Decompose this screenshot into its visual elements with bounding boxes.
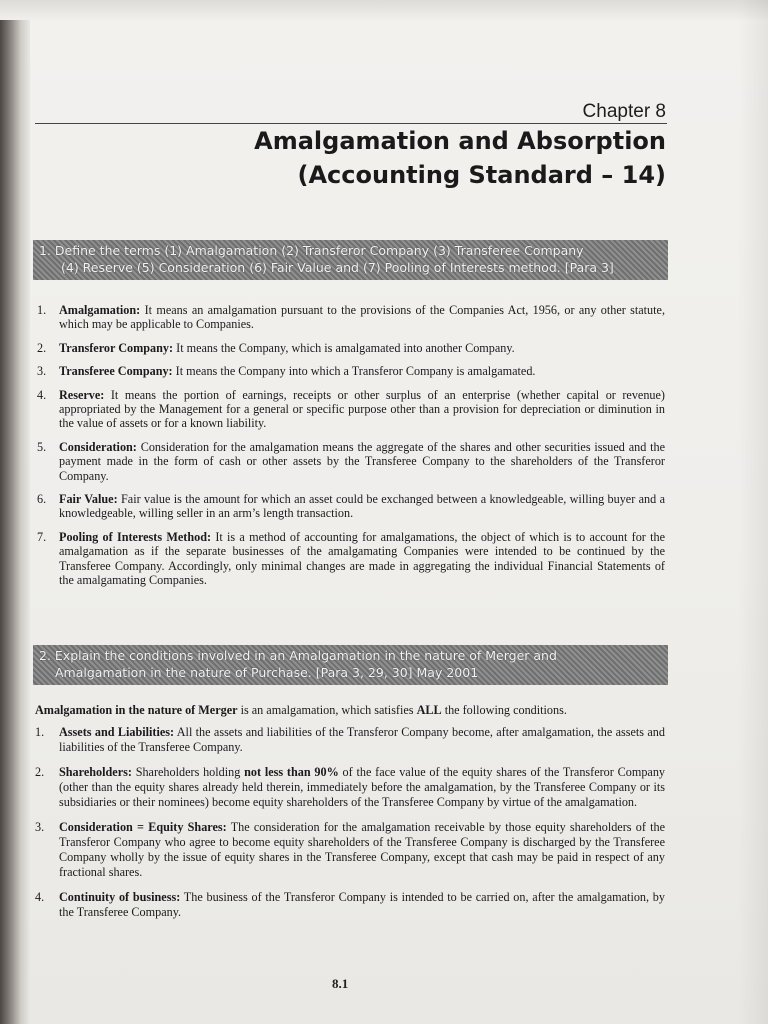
definition-term: Transferee Company: bbox=[59, 364, 173, 379]
item-number: 1. bbox=[35, 725, 45, 739]
definition-item bbox=[35, 388, 665, 431]
definitions-list bbox=[35, 303, 665, 597]
item-number: 4. bbox=[37, 387, 47, 402]
question-1-line2: (4) Reserve (5) Consideration (6) Fair Value and (7) Pooling of Interests method. [Para 3] bbox=[61, 260, 614, 275]
definition-term: Amalgamation: bbox=[59, 303, 141, 317]
item-number: 3. bbox=[37, 364, 47, 379]
chapter-title-line1: Amalgamation and Absorption bbox=[254, 127, 666, 155]
item-number: 2. bbox=[37, 340, 47, 355]
condition-term: Assets and Liabilities: bbox=[59, 725, 175, 739]
definition-term: Consideration: bbox=[59, 439, 137, 454]
merger-intro-bold: Amalgamation in the nature of Merger bbox=[35, 703, 238, 717]
conditions-list bbox=[35, 725, 665, 930]
question-2-line2: Amalgamation in the nature of Purchase. [Para 3, 29, 30] May 2001 bbox=[55, 665, 479, 680]
condition-term: Consideration = Equity Shares: bbox=[59, 820, 227, 834]
condition-item bbox=[35, 820, 665, 880]
definition-item bbox=[35, 530, 665, 588]
condition-text: The business of the Transferor Company is intended to be carried on, after the amalgamation, by the Transferee Company. bbox=[59, 890, 665, 919]
condition-term: Continuity of business: bbox=[59, 890, 181, 904]
definition-item bbox=[35, 341, 665, 355]
condition-text: of the face value of the equity shares of the Transferor Company (other than the equity shares already held therein, immediately before the amalgamation, by the Transferee Company or its subsidiaries or their nominees) become equity shareholders of the Transferee Company by virtue of the amalgamation. bbox=[59, 765, 666, 809]
definition-text: Consideration for the amalgamation means the aggregate of the shares and other securities issued and the payment made in the form of cash or other assets by the Transferee Company to the shareholders of the Transferor Company. bbox=[59, 439, 665, 483]
definition-item bbox=[35, 364, 665, 378]
item-number: 3. bbox=[35, 820, 45, 834]
item-number: 4. bbox=[35, 890, 45, 904]
definition-term: Reserve: bbox=[59, 387, 105, 402]
merger-intro-middle: is an amalgamation, which satisfies bbox=[237, 703, 417, 717]
question-2-line1: 2. Explain the conditions involved in an Amalgamation in the nature of Merger and bbox=[39, 648, 557, 663]
definition-text: It is a method of accounting for amalgamations, the object of which is to account for the amalgamation as if the separate businesses of the amalgamating Companies were intended to be continued by the Transferee Company. Accordingly, only minimal changes are made in aggregating the individual Financial Statements of the amalgamating Companies. bbox=[59, 529, 665, 588]
chapter-label: Chapter 8 bbox=[582, 101, 666, 122]
merger-intro bbox=[35, 703, 665, 717]
question-2-banner bbox=[33, 645, 668, 685]
condition-pre: Shareholders holding bbox=[135, 765, 241, 779]
condition-item bbox=[35, 765, 665, 810]
condition-text: All the assets and liabilities of the Transferor Company become, after amalgamation, the assets and liabilities of the Transferee Company. bbox=[59, 725, 665, 754]
definition-text: It means an amalgamation pursuant to the provisions of the Companies Act, 1956, or any other statute, which may be applicable to Companies. bbox=[59, 303, 665, 332]
definition-term: Pooling of Interests Method: bbox=[59, 529, 212, 544]
condition-text: The consideration for the amalgamation receivable by those equity shareholders of the Transferor Company who agree to become equity shareholders of the Transferee Company is discharged by the Transferee Company wholly by the issue of equity shares in the Transferee Company, except that cash may be paid in respect of any fractional shares. bbox=[59, 820, 665, 879]
page-top-edge bbox=[0, 0, 768, 20]
item-number: 5. bbox=[37, 439, 47, 454]
item-number: 2. bbox=[35, 765, 45, 779]
page-number: 8.1 bbox=[332, 976, 349, 991]
item-number: 7. bbox=[37, 529, 47, 544]
condition-item bbox=[35, 890, 665, 920]
merger-intro-end: the following conditions. bbox=[441, 703, 567, 717]
definition-text: It means the Company, which is amalgamated into another Company. bbox=[176, 340, 515, 355]
definition-item bbox=[35, 303, 665, 332]
definition-text: It means the Company into which a Transferor Company is amalgamated. bbox=[175, 364, 536, 379]
item-number: 6. bbox=[37, 492, 47, 507]
condition-item bbox=[35, 725, 665, 755]
chapter-title bbox=[254, 124, 666, 192]
condition-term: Shareholders: bbox=[59, 765, 132, 779]
chapter-title-line2: (Accounting Standard – 14) bbox=[297, 161, 666, 189]
question-1-line1: 1. Define the terms (1) Amalgamation (2) Transferor Company (3) Transferee Company bbox=[39, 243, 584, 258]
definition-text: It means the portion of earnings, receipts or other surplus of an enterprise (whether capital or revenue) appropriated by the Management for a general or specific purpose other than a provision for depreciation or diminution in the value of assets or for a known liability. bbox=[59, 387, 665, 431]
definition-text: Fair value is the amount for which an asset could be exchanged between a knowledgeable, willing buyer and a knowledgeable, willing seller in an arm’s length transaction. bbox=[59, 492, 665, 521]
definition-item bbox=[35, 492, 665, 521]
item-number: 1. bbox=[37, 303, 47, 317]
definition-item bbox=[35, 440, 665, 483]
definition-term: Fair Value: bbox=[59, 492, 118, 507]
book-spine-shadow bbox=[0, 20, 30, 1024]
question-1-banner bbox=[33, 240, 668, 280]
condition-bold-mid: not less than 90% bbox=[244, 765, 339, 779]
definition-term: Transferor Company: bbox=[59, 340, 174, 355]
merger-intro-all: ALL bbox=[416, 703, 442, 717]
